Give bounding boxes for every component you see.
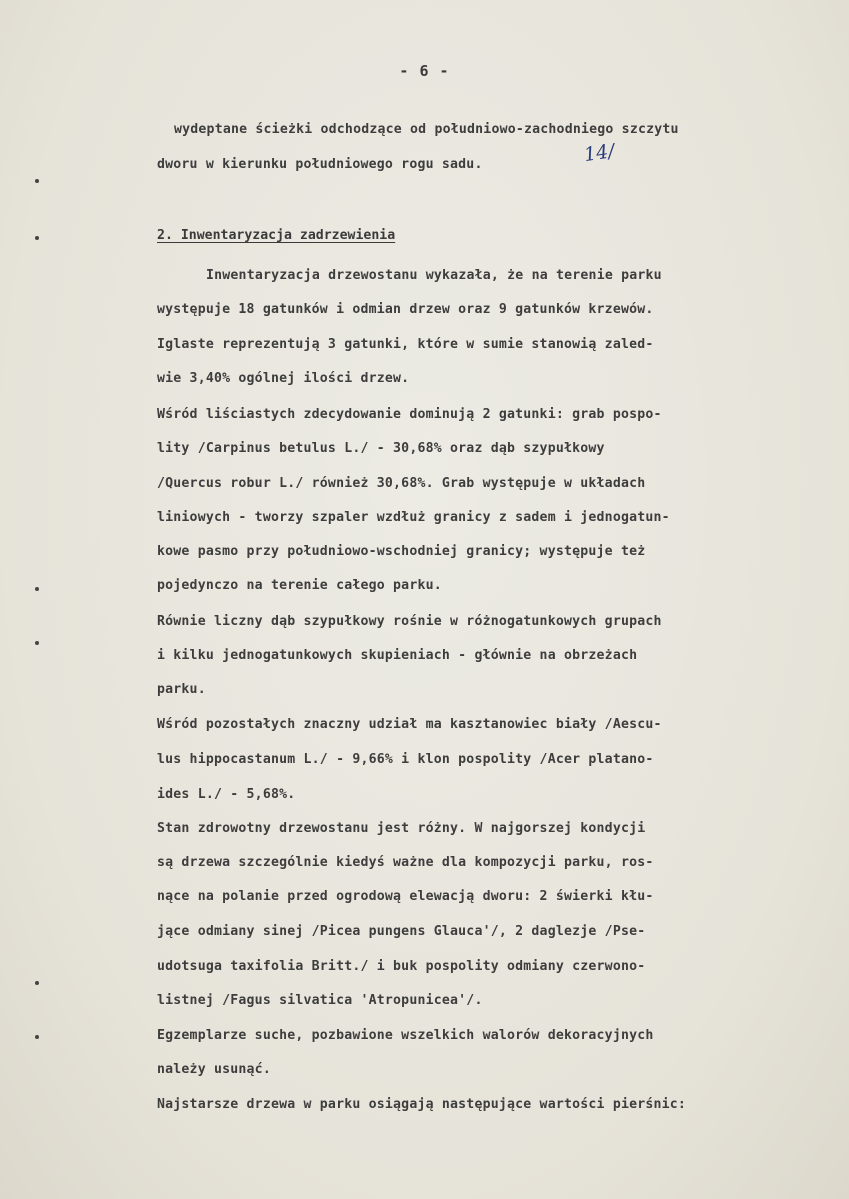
text-line-13: Równie liczny dąb szypułkowy rośnie w różnogatunkowych grupach	[157, 614, 662, 629]
margin-hole-mark	[35, 641, 39, 645]
text-line-26: należy usunąć.	[157, 1062, 271, 1077]
text-line-1: wydeptane ścieżki odchodzące od południowo-zachodniego szczytu	[174, 122, 679, 137]
margin-hole-mark	[35, 179, 39, 183]
text-line-4: występuje 18 gatunków i odmian drzew oraz 9 gatunków krzewów.	[157, 302, 654, 317]
text-line-23: udotsuga taxifolia Britt./ i buk pospolity odmiany czerwono-	[157, 959, 646, 974]
handwritten-note: 14/	[582, 139, 616, 167]
text-line-18: ides L./ - 5,68%.	[157, 787, 296, 802]
text-line-19: Stan zdrowotny drzewostanu jest różny. W najgorszej kondycji	[157, 821, 646, 836]
text-line-16: Wśród pozostałych znaczny udział ma kasztanowiec biały /Aescu-	[157, 717, 662, 732]
text-line-14: i kilku jednogatunkowych skupieniach - głównie na obrzeżach	[157, 648, 638, 663]
text-line-22: jące odmiany sinej /Picea pungens Glauca'/, 2 daglezje /Pse-	[157, 924, 646, 939]
text-line-15: parku.	[157, 682, 206, 697]
text-line-7: Wśród liściastych zdecydowanie dominują 2 gatunki: grab pospo-	[157, 407, 662, 422]
text-line-21: nące na polanie przed ogrodową elewacją dworu: 2 świerki kłu-	[157, 889, 654, 904]
margin-hole-mark	[35, 1035, 39, 1039]
text-line-2: dworu w kierunku południowego rogu sadu.	[157, 157, 483, 172]
margin-hole-mark	[35, 981, 39, 985]
margin-hole-mark	[35, 587, 39, 591]
text-line-27: Najstarsze drzewa w parku osiągają następujące wartości pierśnic:	[157, 1097, 687, 1112]
margin-hole-mark	[35, 236, 39, 240]
text-line-12: pojedynczo na terenie całego parku.	[157, 578, 442, 593]
text-line-8: lity /Carpinus betulus L./ - 30,68% oraz dąb szypułkowy	[157, 441, 605, 456]
text-line-20: są drzewa szczególnie kiedyś ważne dla kompozycji parku, ros-	[157, 855, 654, 870]
page-number: - 6 -	[399, 62, 450, 80]
text-line-11: kowe pasmo przy południowo-wschodniej granicy; występuje też	[157, 544, 646, 559]
text-line-17: lus hippocastanum L./ - 9,66% i klon pospolity /Acer platano-	[157, 752, 654, 767]
text-line-25: Egzemplarze suche, pozbawione wszelkich walorów dekoracyjnych	[157, 1028, 654, 1043]
text-line-3: Inwentaryzacja drzewostanu wykazała, że na terenie parku	[206, 268, 662, 283]
text-line-6: wie 3,40% ogólnej ilości drzew.	[157, 371, 410, 386]
text-line-5: Iglaste reprezentują 3 gatunki, które w sumie stanowią zaled-	[157, 337, 654, 352]
text-line-10: liniowych - tworzy szpaler wzdłuż granicy z sadem i jednogatun-	[157, 510, 670, 525]
section-heading: 2. Inwentaryzacja zadrzewienia	[157, 228, 396, 243]
text-line-9: /Quercus robur L./ również 30,68%. Grab występuje w układach	[157, 476, 646, 491]
text-line-24: listnej /Fagus silvatica 'Atropunicea'/.	[157, 993, 483, 1008]
